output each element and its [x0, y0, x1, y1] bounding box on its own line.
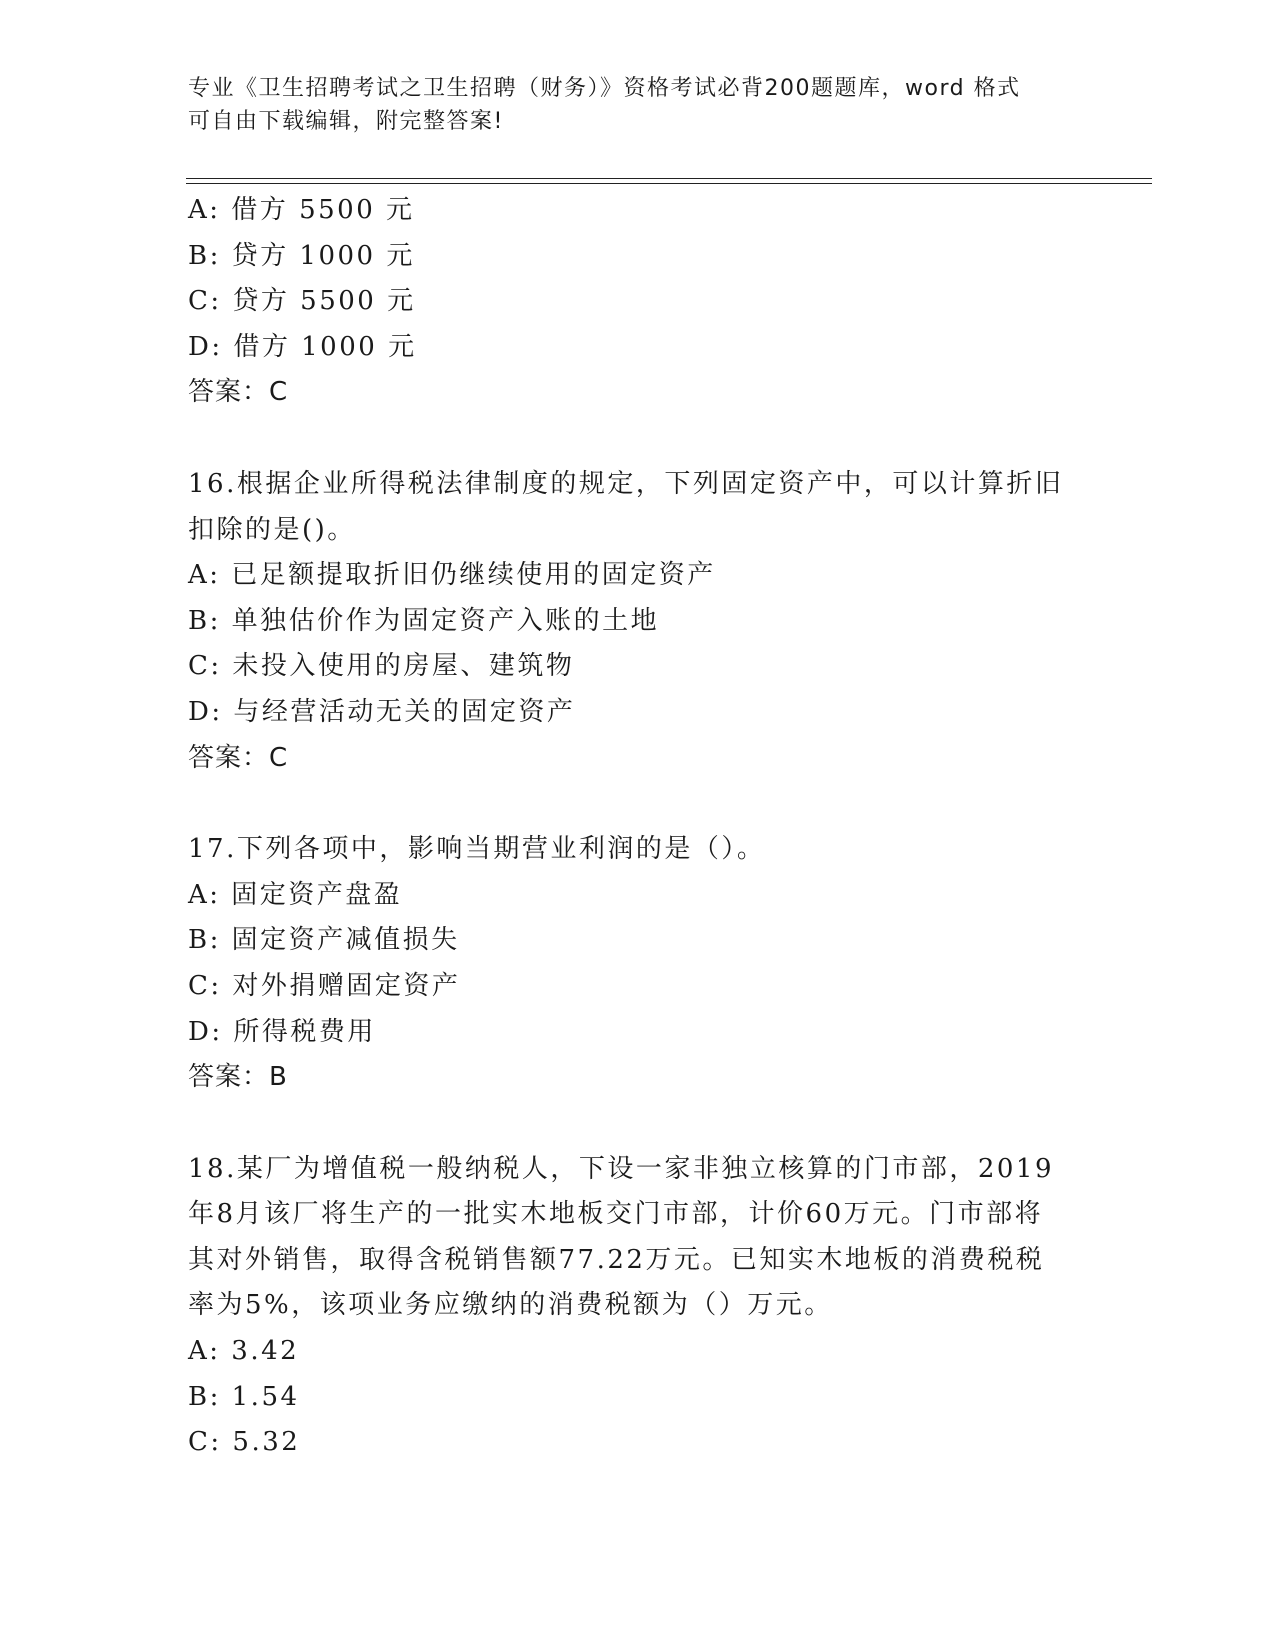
question-17: [188, 827, 1088, 1101]
question-stem-line: 年8月该厂将生产的一批实木地板交门市部，计价60万元。门市部将: [188, 1199, 1044, 1230]
header-line-1: 专业《卫生招聘考试之卫生招聘（财务）》资格考试必背200题题库，word 格式: [188, 76, 1021, 101]
option-a: A: 已足额提取折旧仍继续使用的固定资产: [188, 560, 716, 591]
option-c: C: 5.32: [188, 1427, 301, 1458]
question-list: [188, 188, 1088, 1466]
option-b: B: 1.54: [188, 1381, 300, 1412]
header-divider-bottom: [186, 183, 1152, 184]
question-stem-line: 其对外销售，取得含税销售额77.22万元。已知实木地板的消费税税: [188, 1244, 1045, 1275]
option-c: C: 贷方 5500 元: [188, 286, 416, 317]
question-18: [188, 1147, 1088, 1466]
answer: 答案：C: [188, 742, 289, 773]
option-b: B: 固定资产减值损失: [188, 925, 460, 956]
option-d: D: 借方 1000 元: [188, 331, 417, 362]
question-16: [188, 462, 1088, 781]
spacer: [188, 416, 1088, 462]
option-d: D: 所得税费用: [188, 1016, 376, 1047]
header-line-2: 可自由下载编辑，附完整答案!: [188, 109, 504, 134]
option-b: B: 贷方 1000 元: [188, 240, 415, 271]
option-a: A: 3.42: [188, 1336, 300, 1367]
spacer: [188, 1101, 1088, 1147]
answer: 答案：B: [188, 1062, 288, 1093]
option-c: C: 对外捐赠固定资产: [188, 970, 461, 1001]
question-stem-line: 17.下列各项中，影响当期营业利润的是（）。: [188, 834, 766, 865]
question-stem-line: 扣除的是()。: [188, 514, 356, 545]
question-stem-line: 16.根据企业所得税法律制度的规定，下列固定资产中，可以计算折旧: [188, 468, 1064, 499]
option-c: C: 未投入使用的房屋、建筑物: [188, 651, 575, 682]
question-15: [188, 188, 1088, 416]
answer: 答案：C: [188, 377, 289, 408]
document-header: [188, 72, 1088, 138]
option-d: D: 与经营活动无关的固定资产: [188, 696, 576, 727]
option-b: B: 单独估价作为固定资产入账的土地: [188, 605, 660, 636]
question-stem-line: 率为5%，该项业务应缴纳的消费税额为（）万元。: [188, 1290, 833, 1321]
option-a: A: 借方 5500 元: [188, 195, 415, 225]
header-divider-top: [186, 178, 1152, 179]
spacer: [188, 781, 1088, 827]
question-stem-line: 18.某厂为增值税一般纳税人，下设一家非独立核算的门市部，2019: [188, 1153, 1055, 1184]
option-a: A: 固定资产盘盈: [188, 879, 403, 910]
